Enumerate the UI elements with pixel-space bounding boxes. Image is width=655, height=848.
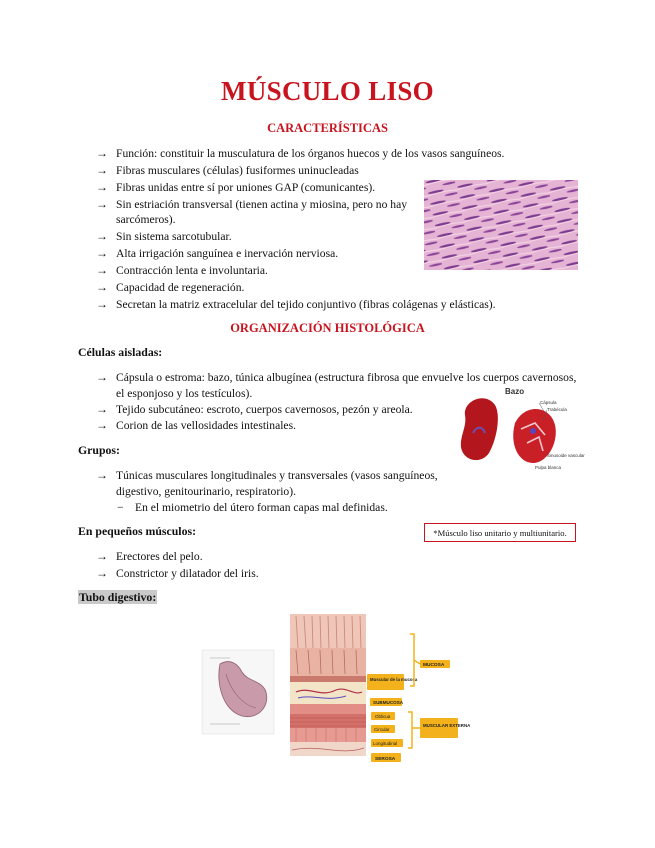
svg-text:Longitudinal: Longitudinal xyxy=(373,741,398,746)
arrow-icon: → xyxy=(96,229,108,243)
list-item: → Capacidad de regeneración. xyxy=(96,280,245,294)
list-item: → Constrictor y dilatador del iris. xyxy=(96,566,259,580)
list-item: → Alta irrigación sanguínea e inervación nerviosa. xyxy=(96,246,339,260)
svg-text:Oblicua: Oblicua xyxy=(375,714,391,719)
arrow-icon: → xyxy=(96,197,108,211)
list-item: → Fibras musculares (células) fusiformes uninucleadas xyxy=(96,163,359,177)
list-item: → Tejido subcutáneo: escroto, cuerpos cavernosos, pezón y areola. xyxy=(96,402,413,416)
svg-text:MUCOSA: MUCOSA xyxy=(423,663,445,668)
list-item: → Sin sistema sarcotubular. xyxy=(96,229,232,243)
smooth-muscle-micrograph xyxy=(424,180,578,270)
heading-isolated-cells: Células aisladas: xyxy=(78,345,163,359)
svg-text:Sinusoide vascular: Sinusoide vascular xyxy=(547,453,585,458)
page-title: MÚSCULO LISO xyxy=(221,76,434,106)
svg-text:Circular: Circular xyxy=(374,727,390,732)
list-item-continuation: sarcómeros). xyxy=(116,213,176,226)
list-item-continuation: el esponjoso y los testículos). xyxy=(116,387,253,400)
arrow-icon: → xyxy=(96,297,108,311)
svg-text:Cápsula: Cápsula xyxy=(540,400,557,405)
note-box: *Músculo liso unitario y multiunitario. xyxy=(424,523,576,542)
arrow-icon: → xyxy=(96,246,108,260)
arrow-icon: → xyxy=(96,468,108,482)
arrow-icon: → xyxy=(96,146,108,160)
section-histological: ORGANIZACIÓN HISTOLÓGICA xyxy=(230,321,425,335)
list-item: → Sin estriación transversal (tienen actina y miosina, pero no hay xyxy=(96,197,408,211)
spleen-title: Bazo xyxy=(505,387,525,396)
sub-list-item: − En el miometrio del útero forman capas mal definidas. xyxy=(117,501,388,514)
section-characteristics: CARACTERÍSTICAS xyxy=(267,121,388,135)
arrow-icon: → xyxy=(96,280,108,294)
dash-icon: − xyxy=(117,501,124,514)
digestive-tube-diagram xyxy=(200,612,471,772)
list-item: → Secretan la matriz extracelular del tejido conjuntivo (fibras colágenas y elásticas). xyxy=(96,297,496,311)
arrow-icon: → xyxy=(96,263,108,277)
spleen-illustration xyxy=(455,383,585,473)
svg-text:Trabécula: Trabécula xyxy=(547,407,567,412)
svg-text:Muscular de la mucosa: Muscular de la mucosa xyxy=(370,677,418,682)
arrow-icon: → xyxy=(96,180,108,194)
list-item: → Función: constituir la musculatura de los órganos huecos y de los vasos sanguíneos. xyxy=(96,146,505,160)
heading-digestive-tube: Tubo digestivo: xyxy=(79,590,157,604)
heading-groups: Grupos: xyxy=(78,443,120,457)
list-item: → Erectores del pelo. xyxy=(96,549,203,563)
list-item-continuation: digestivo, genitourinario, respiratorio). xyxy=(116,485,296,498)
svg-text:SUBMUCOSA: SUBMUCOSA xyxy=(373,700,404,705)
list-item: → Túnicas musculares longitudinales y transversales (vasos sanguíneos, xyxy=(96,468,438,482)
arrow-icon: → xyxy=(96,549,108,563)
list-item: → Cápsula o estroma: bazo, túnica albugínea (estructura fibrosa que envuelve los cuerpos cavernosos, xyxy=(96,370,577,384)
arrow-icon: → xyxy=(96,370,108,384)
svg-text:Pulpa blanca: Pulpa blanca xyxy=(535,465,562,470)
arrow-icon: → xyxy=(96,566,108,580)
svg-text:SEROSA: SEROSA xyxy=(375,757,396,762)
svg-text:MUSCULAR EXTERNA: MUSCULAR EXTERNA xyxy=(423,723,471,728)
arrow-icon: → xyxy=(96,418,108,432)
arrow-icon: → xyxy=(96,163,108,177)
list-item: → Fibras unidas entre sí por uniones GAP (comunicantes). xyxy=(96,180,376,194)
arrow-icon: → xyxy=(96,402,108,416)
list-item: → Contracción lenta e involuntaria. xyxy=(96,263,268,277)
list-item: → Corion de las vellosidades intestinales. xyxy=(96,418,296,432)
heading-small-muscles: En pequeños músculos: xyxy=(78,524,197,538)
